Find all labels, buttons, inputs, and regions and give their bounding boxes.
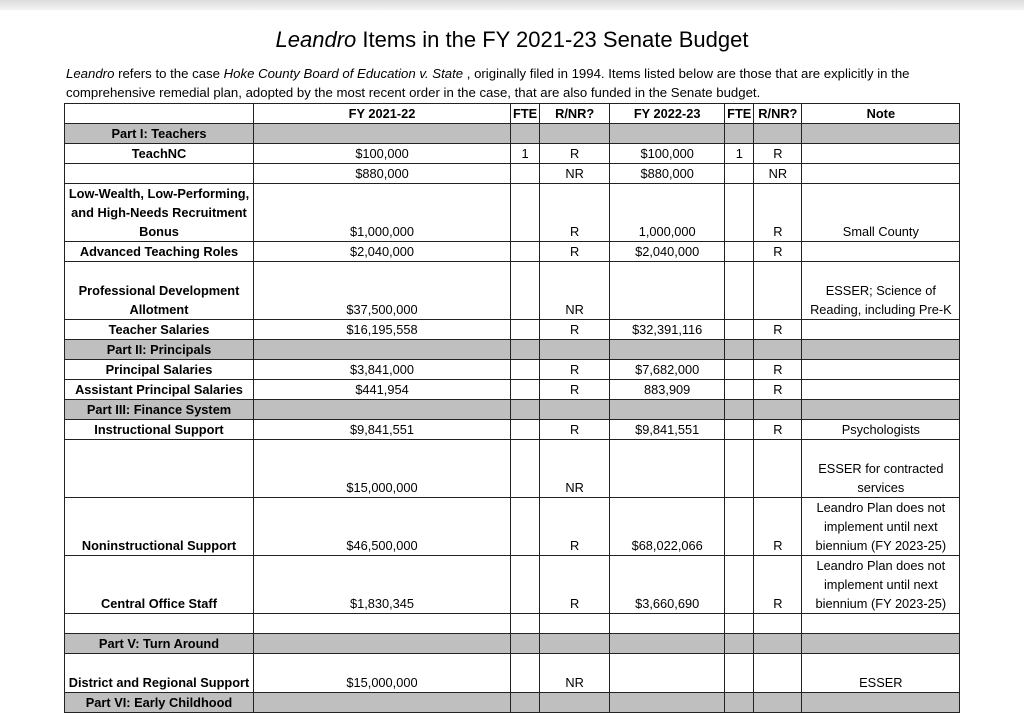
- header-rnr-1: R/NR?: [540, 104, 610, 124]
- fte-2-cell: [725, 320, 754, 340]
- fte-2-cell: [725, 556, 754, 614]
- fte-1-cell: [511, 556, 540, 614]
- rnr-2-cell: [754, 693, 802, 713]
- fte-2-cell: [725, 184, 754, 242]
- fte-1-cell: [511, 400, 540, 420]
- rnr-2-cell: [754, 124, 802, 144]
- rnr-1-cell: R: [540, 420, 610, 440]
- intro-text-2: , originally filed in 1994. Items listed below are those that are explicitly in the comprehensive remedial plan, adopted by the most recent order in the case, that are also funded in the Senate budget.: [66, 66, 910, 100]
- note-cell: [802, 242, 960, 262]
- item-label: Part III: Finance System: [65, 400, 254, 420]
- fy2022-23-cell: [610, 400, 725, 420]
- fte-1-cell: [511, 614, 540, 634]
- rnr-1-cell: NR: [540, 654, 610, 693]
- fte-1-cell: [511, 340, 540, 360]
- fy2021-22-cell: $46,500,000: [254, 498, 511, 556]
- rnr-2-cell: [754, 262, 802, 320]
- note-cell: [802, 164, 960, 184]
- rnr-2-cell: R: [754, 320, 802, 340]
- rnr-2-cell: R: [754, 144, 802, 164]
- fte-1-cell: [511, 164, 540, 184]
- fy2021-22-cell: $2,040,000: [254, 242, 511, 262]
- rnr-2-cell: [754, 340, 802, 360]
- fte-1-cell: [511, 693, 540, 713]
- fy2022-23-cell: [610, 693, 725, 713]
- fte-1-cell: 1: [511, 144, 540, 164]
- rnr-2-cell: NR: [754, 164, 802, 184]
- table-row: [65, 262, 960, 320]
- fy2021-22-cell: $16,195,558: [254, 320, 511, 340]
- fte-2-cell: [725, 380, 754, 400]
- table-row: [65, 164, 960, 184]
- rnr-1-cell: [540, 693, 610, 713]
- rnr-2-cell: [754, 614, 802, 634]
- fte-1-cell: [511, 634, 540, 654]
- item-label: Advanced Teaching Roles: [65, 242, 254, 262]
- fy2022-23-cell: [610, 614, 725, 634]
- fy2022-23-cell: $9,841,551: [610, 420, 725, 440]
- intro-text-1: refers to the case: [114, 66, 224, 81]
- intro-case-full: Hoke County Board of Education v. State: [223, 66, 464, 81]
- fy2022-23-cell: $68,022,066: [610, 498, 725, 556]
- fy2022-23-cell: 1,000,000: [610, 184, 725, 242]
- fy2021-22-cell: $37,500,000: [254, 262, 511, 320]
- fte-1-cell: [511, 380, 540, 400]
- item-label: Principal Salaries: [65, 360, 254, 380]
- note-cell: [802, 124, 960, 144]
- table-row: [65, 420, 960, 440]
- table-body: [65, 124, 960, 713]
- table-section-row: [65, 634, 960, 654]
- table-row: [65, 360, 960, 380]
- note-cell: Psychologists: [802, 420, 960, 440]
- table-section-row: [65, 400, 960, 420]
- rnr-2-cell: R: [754, 242, 802, 262]
- fte-1-cell: [511, 498, 540, 556]
- fte-1-cell: [511, 420, 540, 440]
- table-row: [65, 144, 960, 164]
- note-cell: [802, 634, 960, 654]
- fy2022-23-cell: $2,040,000: [610, 242, 725, 262]
- fte-1-cell: [511, 320, 540, 340]
- fy2022-23-cell: 883,909: [610, 380, 725, 400]
- header-fy2022-23: FY 2022-23: [610, 104, 725, 124]
- table-row: [65, 184, 960, 242]
- fy2021-22-cell: [254, 614, 511, 634]
- header-fy2021-22: FY 2021-22: [254, 104, 511, 124]
- note-cell: ESSER; Science of Reading, including Pre-K: [802, 262, 960, 320]
- fte-1-cell: [511, 360, 540, 380]
- table-section-row: [65, 340, 960, 360]
- rnr-2-cell: R: [754, 498, 802, 556]
- note-cell: [802, 614, 960, 634]
- fte-2-cell: [725, 693, 754, 713]
- note-cell: Leandro Plan does not implement until next biennium (FY 2023-25): [802, 498, 960, 556]
- rnr-1-cell: [540, 400, 610, 420]
- rnr-1-cell: R: [540, 498, 610, 556]
- fte-2-cell: [725, 420, 754, 440]
- table-row: [65, 242, 960, 262]
- fy2022-23-cell: [610, 634, 725, 654]
- page-title-italic: Leandro: [275, 27, 357, 52]
- fte-1-cell: [511, 242, 540, 262]
- rnr-2-cell: [754, 400, 802, 420]
- fy2022-23-cell: $3,660,690: [610, 556, 725, 614]
- item-label: Professional Development Allotment: [65, 262, 254, 320]
- item-label: TeachNC: [65, 144, 254, 164]
- fy2022-23-cell: $32,391,116: [610, 320, 725, 340]
- header-note: Note: [802, 104, 960, 124]
- fy2021-22-cell: [254, 400, 511, 420]
- item-label: Part I: Teachers: [65, 124, 254, 144]
- header-item: [65, 104, 254, 124]
- fy2021-22-cell: $441,954: [254, 380, 511, 400]
- fy2021-22-cell: [254, 693, 511, 713]
- rnr-1-cell: [540, 124, 610, 144]
- fy2021-22-cell: $1,830,345: [254, 556, 511, 614]
- fy2021-22-cell: $3,841,000: [254, 360, 511, 380]
- budget-table: [64, 103, 960, 713]
- rnr-1-cell: R: [540, 380, 610, 400]
- fy2021-22-cell: $15,000,000: [254, 440, 511, 498]
- fy2022-23-cell: [610, 654, 725, 693]
- item-label: [65, 164, 254, 184]
- rnr-2-cell: [754, 634, 802, 654]
- rnr-1-cell: [540, 614, 610, 634]
- note-cell: ESSER: [802, 654, 960, 693]
- table-row: [65, 498, 960, 556]
- table-row: [65, 614, 960, 634]
- fy2021-22-cell: [254, 340, 511, 360]
- fte-2-cell: 1: [725, 144, 754, 164]
- fy2021-22-cell: $15,000,000: [254, 654, 511, 693]
- viewer-top-bar: [0, 0, 1024, 10]
- item-label: Low-Wealth, Low-Performing, and High-Needs Recruitment Bonus: [65, 184, 254, 242]
- intro-paragraph: [66, 64, 956, 102]
- item-label: Noninstructional Support: [65, 498, 254, 556]
- fte-2-cell: [725, 654, 754, 693]
- note-cell: [802, 693, 960, 713]
- fte-2-cell: [725, 262, 754, 320]
- fy2022-23-cell: [610, 262, 725, 320]
- fte-2-cell: [725, 164, 754, 184]
- rnr-2-cell: R: [754, 380, 802, 400]
- rnr-1-cell: R: [540, 556, 610, 614]
- table-header-row: [65, 104, 960, 124]
- rnr-2-cell: [754, 440, 802, 498]
- rnr-2-cell: R: [754, 184, 802, 242]
- fy2022-23-cell: $880,000: [610, 164, 725, 184]
- fte-1-cell: [511, 654, 540, 693]
- item-label: Part V: Turn Around: [65, 634, 254, 654]
- fte-1-cell: [511, 440, 540, 498]
- rnr-2-cell: [754, 654, 802, 693]
- item-label: Part VI: Early Childhood: [65, 693, 254, 713]
- note-cell: [802, 340, 960, 360]
- table-row: [65, 380, 960, 400]
- fy2022-23-cell: $100,000: [610, 144, 725, 164]
- table-row: [65, 320, 960, 340]
- item-label: District and Regional Support: [65, 654, 254, 693]
- page-title-rest: Items in the FY 2021-23 Senate Budget: [356, 27, 749, 52]
- table-section-row: [65, 693, 960, 713]
- rnr-1-cell: NR: [540, 440, 610, 498]
- intro-case-short: Leandro: [66, 66, 115, 81]
- fy2021-22-cell: [254, 124, 511, 144]
- note-cell: [802, 380, 960, 400]
- fy2021-22-cell: $880,000: [254, 164, 511, 184]
- fy2022-23-cell: [610, 440, 725, 498]
- item-label: Central Office Staff: [65, 556, 254, 614]
- fte-1-cell: [511, 184, 540, 242]
- fy2021-22-cell: $1,000,000: [254, 184, 511, 242]
- fte-2-cell: [725, 440, 754, 498]
- rnr-1-cell: R: [540, 320, 610, 340]
- rnr-1-cell: NR: [540, 164, 610, 184]
- note-cell: [802, 144, 960, 164]
- header-fte-2: FTE: [725, 104, 754, 124]
- table-section-row: [65, 124, 960, 144]
- note-cell: [802, 360, 960, 380]
- item-label: Teacher Salaries: [65, 320, 254, 340]
- table-row: [65, 440, 960, 498]
- rnr-1-cell: [540, 340, 610, 360]
- item-label: Assistant Principal Salaries: [65, 380, 254, 400]
- table-row: [65, 654, 960, 693]
- note-cell: Leandro Plan does not implement until next biennium (FY 2023-25): [802, 556, 960, 614]
- fte-2-cell: [725, 634, 754, 654]
- item-label: [65, 614, 254, 634]
- rnr-2-cell: R: [754, 556, 802, 614]
- fy2021-22-cell: [254, 634, 511, 654]
- item-label: [65, 440, 254, 498]
- fte-1-cell: [511, 124, 540, 144]
- rnr-2-cell: R: [754, 420, 802, 440]
- fte-2-cell: [725, 614, 754, 634]
- fte-1-cell: [511, 262, 540, 320]
- note-cell: [802, 320, 960, 340]
- fte-2-cell: [725, 498, 754, 556]
- item-label: Part II: Principals: [65, 340, 254, 360]
- rnr-1-cell: R: [540, 144, 610, 164]
- fte-2-cell: [725, 124, 754, 144]
- page-title: [0, 26, 1024, 54]
- fte-2-cell: [725, 360, 754, 380]
- item-label: Instructional Support: [65, 420, 254, 440]
- fy2022-23-cell: [610, 340, 725, 360]
- note-cell: Small County: [802, 184, 960, 242]
- rnr-1-cell: R: [540, 242, 610, 262]
- rnr-1-cell: [540, 634, 610, 654]
- rnr-1-cell: R: [540, 184, 610, 242]
- fy2022-23-cell: $7,682,000: [610, 360, 725, 380]
- rnr-2-cell: R: [754, 360, 802, 380]
- rnr-1-cell: NR: [540, 262, 610, 320]
- fte-2-cell: [725, 400, 754, 420]
- rnr-1-cell: R: [540, 360, 610, 380]
- note-cell: [802, 400, 960, 420]
- table-row: [65, 556, 960, 614]
- header-fte-1: FTE: [511, 104, 540, 124]
- fy2022-23-cell: [610, 124, 725, 144]
- header-rnr-2: R/NR?: [754, 104, 802, 124]
- fte-2-cell: [725, 242, 754, 262]
- note-cell: ESSER for contracted services: [802, 440, 960, 498]
- fy2021-22-cell: $100,000: [254, 144, 511, 164]
- fte-2-cell: [725, 340, 754, 360]
- fy2021-22-cell: $9,841,551: [254, 420, 511, 440]
